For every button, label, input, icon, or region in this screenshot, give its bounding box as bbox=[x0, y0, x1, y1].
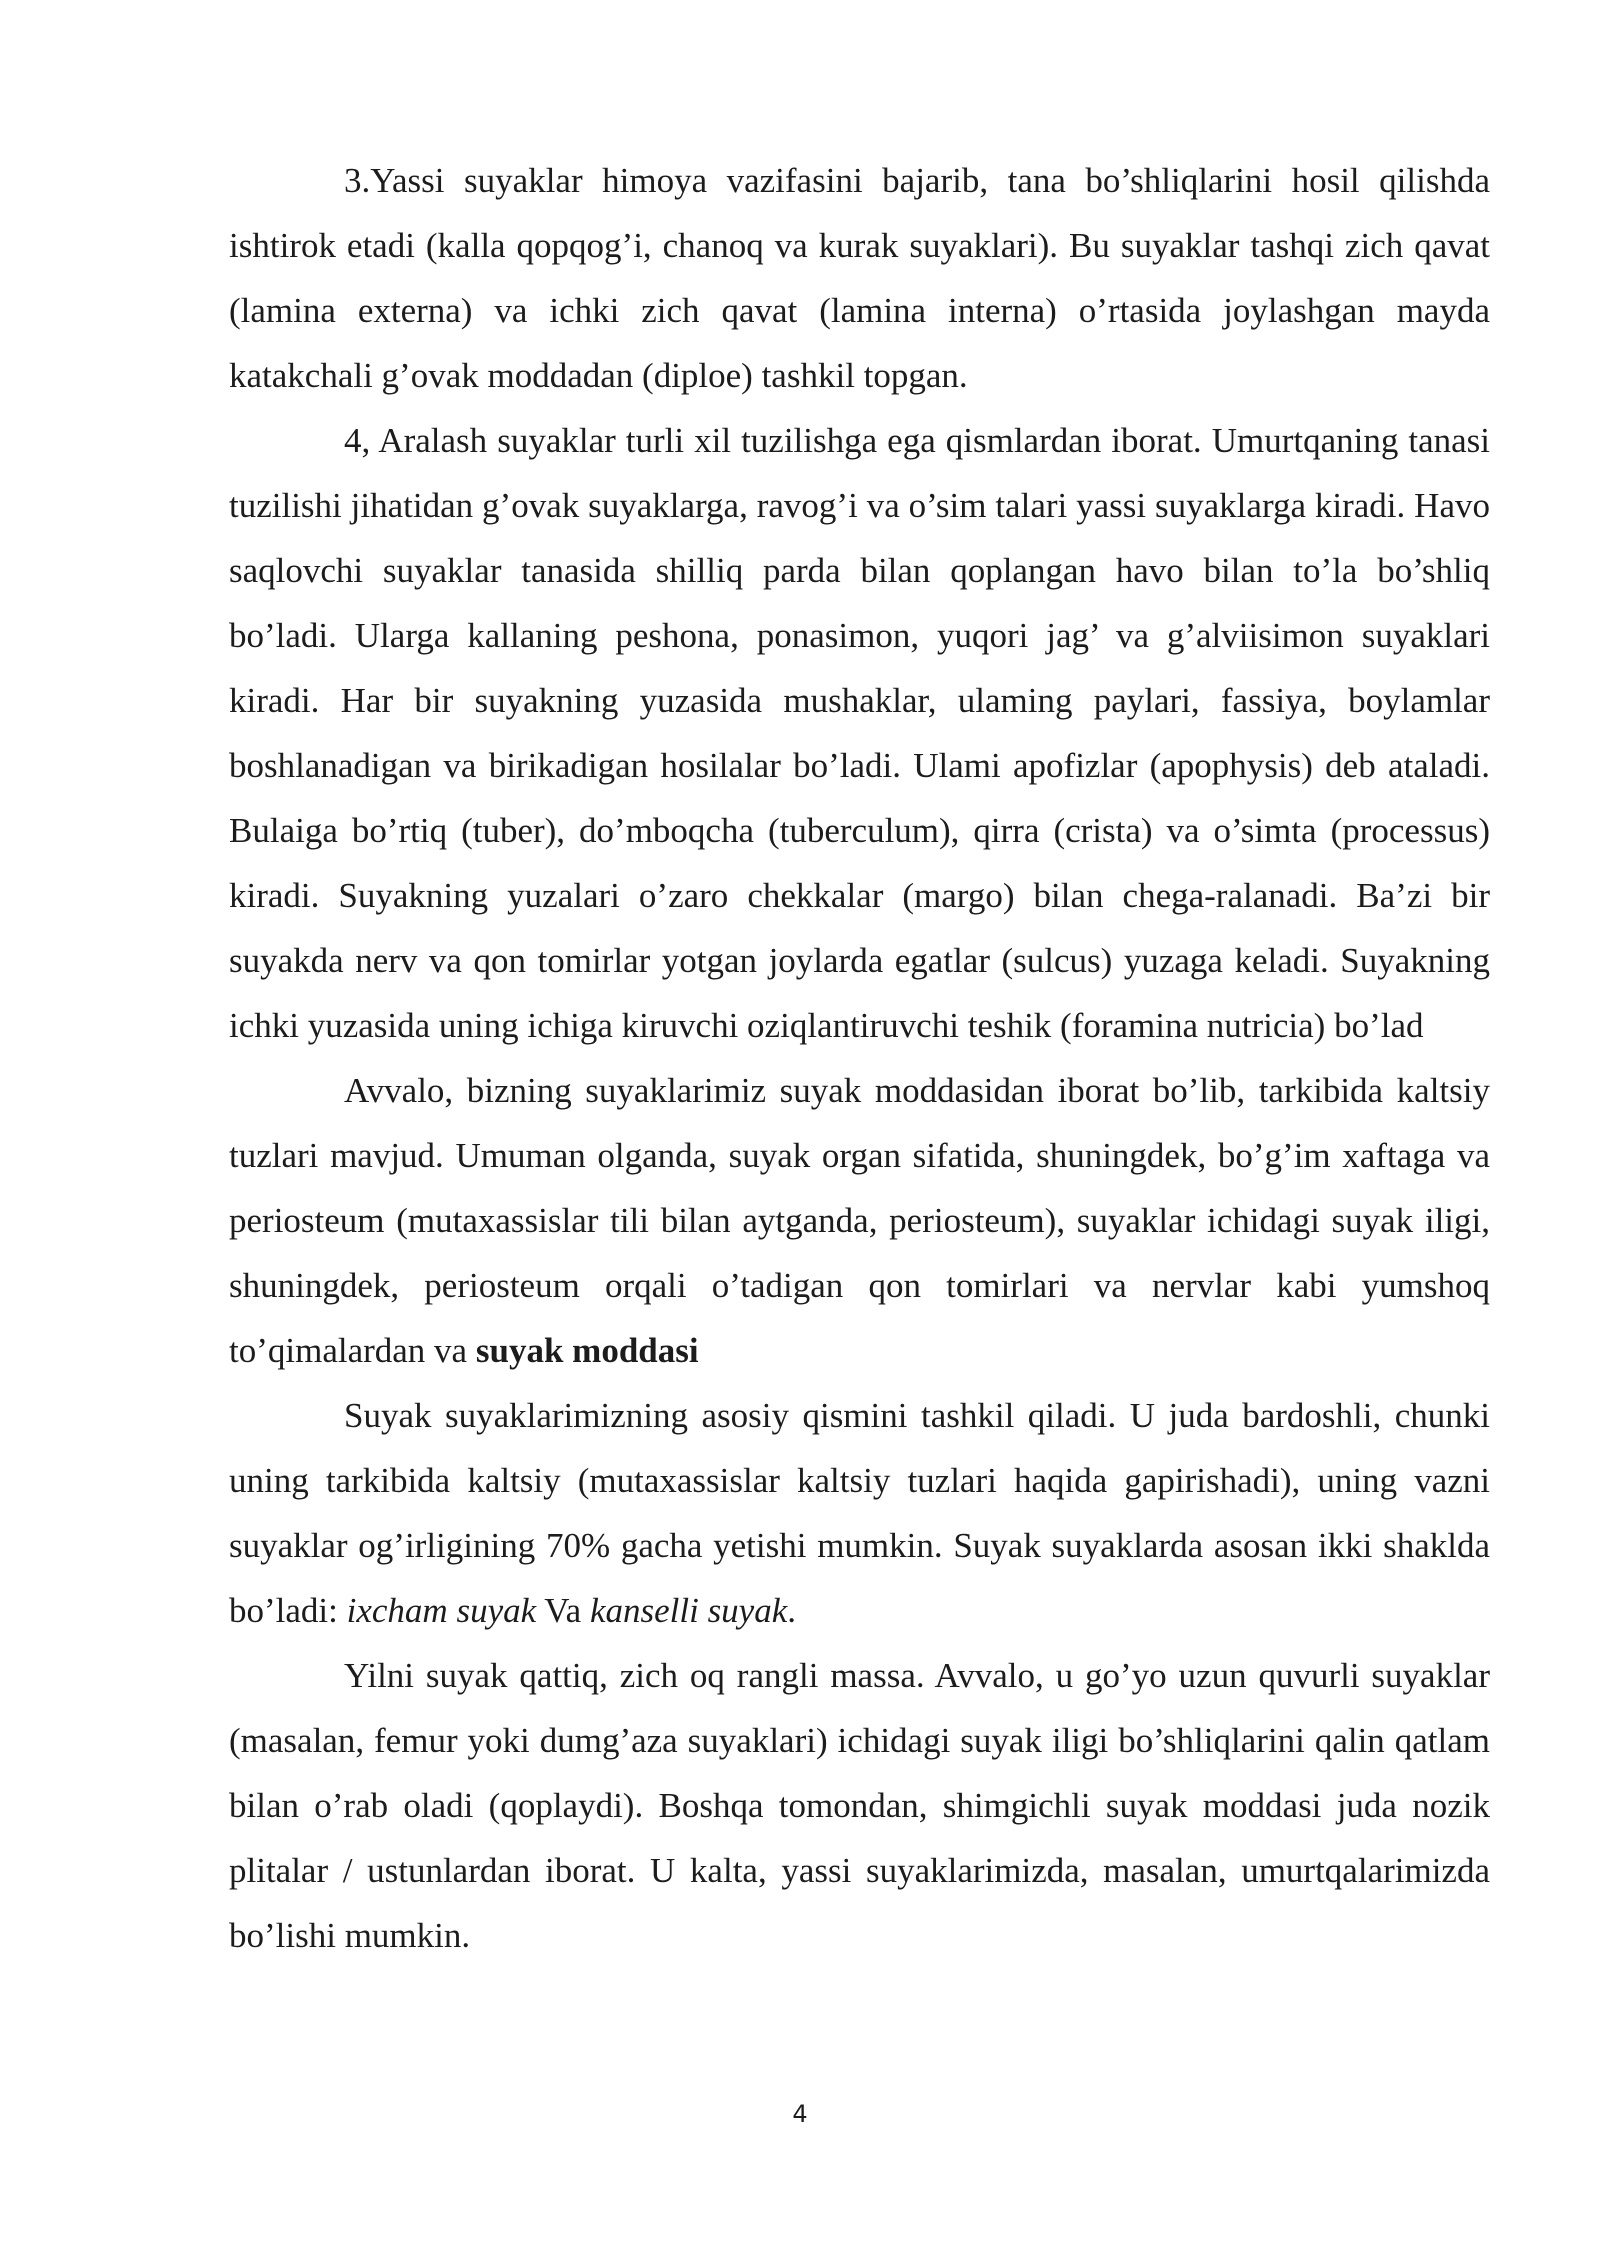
paragraph-text: Avvalo, bizning suyaklarimiz suyak moddasidan iborat bo’lib, tarkibida kaltsiy tuzlari mavjud. Umuman olganda, suyak organ sifatida, shuningdek, bo’g’im xaftaga va periosteum (mutaxassislar tili bilan aytganda, periosteum), suyaklar ichidagi suyak iligi, shuningdek, periosteum orqali o’tadigan qon tomirlari va nervlar kabi yumshoq to’qimalardan va bbox=[229, 1071, 1490, 1370]
paragraph-text: 3.Yassi suyaklar himoya vazifasini bajarib, tana bo’shliqlarini hosil qilishda ishtirok etadi (kalla qopqog’i, chanoq va kurak suyaklari). Bu suyaklar tashqi zich qavat (lamina externa) va ichki zich qavat (lamina interna) o’rtasida joylashgan mayda katakchali g’ovak moddadan (diploe) tashkil topgan. bbox=[229, 161, 1490, 395]
paragraph-flat-bones bbox=[229, 148, 1490, 408]
paragraph-bone-substance bbox=[229, 1058, 1490, 1383]
italic-term-compact: ixcham suyak bbox=[346, 1591, 537, 1630]
bold-term: suyak moddasi bbox=[475, 1331, 699, 1370]
paragraph-text: Suyak suyaklarimizning asosiy qismini tashkil qiladi. U juda bardoshli, chunki uning tarkibida kaltsiy (mutaxassislar kaltsiy tuzlari haqida gapirishadi), uning vazni suyaklar og’irligining 70% gacha yetishi mumkin. Suyak suyaklarda asosan ikki shaklda bo’ladi: bbox=[229, 1396, 1490, 1630]
paragraph-end: . bbox=[787, 1591, 797, 1630]
page-number: 4 bbox=[792, 2100, 808, 2128]
paragraph-compact-bone bbox=[229, 1643, 1490, 1968]
paragraph-connector: Va bbox=[536, 1591, 590, 1630]
paragraph-bone-forms bbox=[229, 1383, 1490, 1643]
paragraph-text: 4, Aralash suyaklar turli xil tuzilishga ega qismlardan iborat. Umurtqaning tanasi tuzilishi jihatidan g’ovak suyaklarga, ravog’i va o’sim talari yassi suyaklarga kiradi. Havo saqlovchi suyaklar tanasida shilliq parda bilan qoplangan havo bilan to’la bo’shliq bo’ladi. Ularga kallaning peshona, ponasimon, yuqori jag’ va g’alviisimon suyaklari kiradi. Har bir suyakning yuzasida mushaklar, ulaming paylari, fassiya, boylamlar boshlanadigan va birikadigan hosilalar bo’ladi. Ulami apofizlar (apophysis) deb ataladi. Bulaiga bo’rtiq (tuber), do’mboqcha (tuberculum), qirra (crista) va o’simta (processus) kiradi. Suyakning yuzalari o’zaro chekkalar (margo) bilan chega-ralanadi. Ba’zi bir suyakda nerv va qon tomirlar yotgan joylarda egatlar (sulcus) yuzaga keladi. Suyakning ichki yuzasida uning ichiga kiruvchi oziqlantiruvchi teshik (foramina nutricia) bo’lad bbox=[229, 421, 1490, 1045]
paragraph-mixed-bones bbox=[229, 408, 1490, 1058]
paragraph-text: Yilni suyak qattiq, zich oq rangli massa. Avvalo, u go’yo uzun quvurli suyaklar (masalan, femur yoki dumg’aza suyaklari) ichidagi suyak iligi bo’shliqlarini qalin qatlam bilan o’rab oladi (qoplaydi). Boshqa tomondan, shimgichli suyak moddasi juda nozik plitalar / ustunlardan iborat. U kalta, yassi suyaklarimizda, masalan, umurtqalarimizda bo’lishi mumkin. bbox=[229, 1656, 1490, 1955]
italic-term-cancellous: kanselli suyak bbox=[589, 1591, 788, 1630]
body-text bbox=[229, 148, 1490, 1968]
